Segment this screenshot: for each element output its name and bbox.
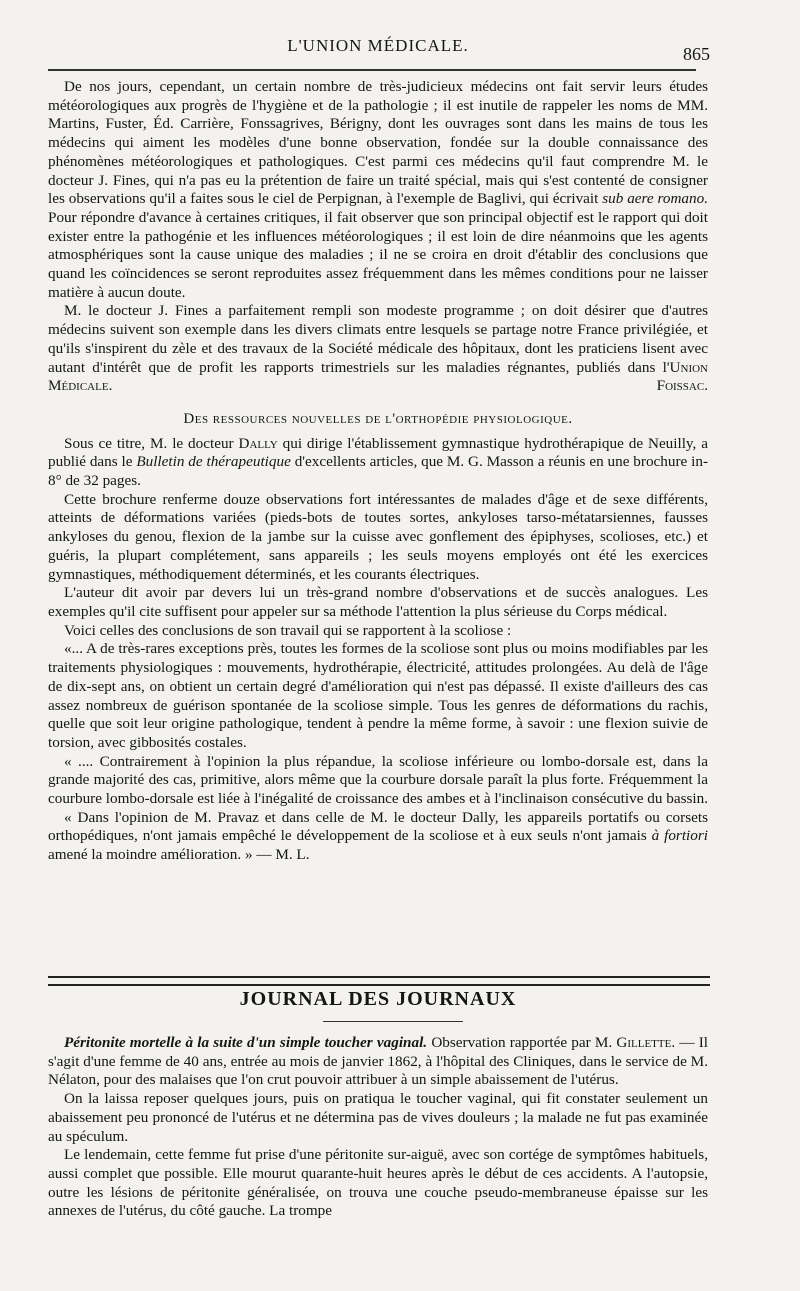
- paragraph-meteorology: De nos jours, cependant, un certain nombre de très-judicieux médecins ont fait servir leurs études météorologiques aux progrès de l'hygiène et de la pathologie ; il est inutile de rappeler les noms de MM. Martins, Fuster, Éd. Carrière, Fonssagrives, Bérigny, dont les ouvrages sont dans les mains de tous les médecins qui aiment les modèles d'une bonne observation, fondée sur la double connaissance des phénomènes météorologiques et pathologiques. C'est parmi ces médecins qu'il faut comprendre M. le docteur J. Fines, qui n'a pas eu la prétention de faire un traité spécial, mais qui s'est contenté de consigner les observations qu'il a faites sous le ciel de Perpignan, à l'exemple de Baglivi, qui écrivait sub aere romano. Pour répondre d'avance à certaines critiques, il fait observer que son principal objectif est le rapport qui doit exister entre la pathogénie et les influences météorologiques ; il est loin de dire néanmoins que les agents atmosphériques sont la cause unique des maladies ; il ne se croira en droit d'établir des conclusions que quand les coïncidences se seront reproduites assez fréquemment dans les mêmes conditions pour ne laisser matière à aucun doute.: [48, 78, 708, 301]
- paragraph-fines: M. le docteur J. Fines a parfaitement rempli son modeste programme ; on doit désirer que d'autres médecins suivent son exemple dans les divers climats entre lesquels se partage notre France privilégiée, et qu'ils s'inspirent du zèle et des travaux de la Société médicale des hôpitaux, dont les praticiens lisent avec autant d'intérêt que de profit les rapports trimestriels sur les maladies régnantes, publiés dans l'Union Médicale. Foissac.: [48, 302, 708, 395]
- paragraph-dally: Sous ce titre, M. le docteur Dally qui dirige l'établissement gymnastique hydrothérapique de Neuilly, a publié dans le Bulletin de thérapeutique d'excellents articles, que M. G. Masson a réunis en une brochure in-8° de 32 pages.: [48, 434, 708, 490]
- quote-scoliosis-2: « .... Contrairement à l'opinion la plus répandue, la scoliose inférieure ou lombo-dorsale est, dans la grande majorité des cas, primitive, alors même que la courbure dorsale paraît la plus forte. Fréquemment la courbure lombo-dorsale est liée à l'inégalité de croissance des ambes et à l'inclinaison consécutive du bassin.: [48, 752, 709, 808]
- header-rule: [48, 69, 696, 71]
- signature-foissac: Foissac.: [656, 377, 708, 395]
- title-underline: [323, 1021, 463, 1022]
- article-paragraph-3: Le lendemain, cette femme fut prise d'une péritonite sur-aiguë, avec son cortége de symptômes habituels, aussi complet que possible. Elle mourut quarante-huit heures après le début de ces accidents. A l'autopsie, outre les lésions de péritonite généralisée, on trouva une couche pseudo-membraneuse épaisse sur les annexes de l'utérus, du côté gauche. La trompe: [48, 1146, 708, 1220]
- article-title: Péritonite mortelle à la suite d'un simple toucher vaginal.: [64, 1034, 428, 1051]
- journal-title: JOURNAL DES JOURNAUX: [239, 988, 517, 1010]
- paragraph-brochure: Cette brochure renferme douze observations fort intéressantes de malades d'âge et de sexe différents, atteints de déformations variées (pieds-bots de toutes sortes, ankyloses tarso-métatarsiennes, fausses ankyloses du genou, flexion de la jambe sur la cuisse avec gonflement des épiphyses, scolioses, etc.) et guéris, la plupart complétement, sans appareils ; les seuls moyens employés ont été les exercices gymnastiques, méthodiquement déterminés, et les courants électriques.: [48, 490, 708, 583]
- paragraph-author: L'auteur dit avoir par devers lui un très-grand nombre d'observations et de succès analogues. Les exemples qu'il cite suffisent pour appeler sur sa méthode l'attention la plus sérieuse du Corps médical.: [48, 584, 708, 620]
- page-number: 865: [683, 44, 710, 64]
- article-paragraph-2: On la laissa reposer quelques jours, puis on pratiqua le toucher vaginal, qui fit constater seulement un abaissement peu prononcé de l'utérus et ne détermina pas de vives douleurs ; la malade ne fut pas examinée au spéculum.: [48, 1090, 708, 1145]
- article-intro: Péritonite mortelle à la suite d'un simple toucher vaginal. Observation rapportée par M. Gillette. — Il s'agit d'une femme de 40 ans, entrée au mois de janvier 1862, à l'hôpital des Cliniques, dans le service de M. Nélaton, pour des malaises que l'on crut pouvoir attribuer à un simple abaissement de l'utérus.: [48, 1034, 709, 1089]
- quote-scoliosis-3: « Dans l'opinion de M. Pravaz et dans celle de M. le docteur Dally, les appareils portatifs ou corsets orthopédiques, n'ont jamais empêché le développement de la scoliose et à eux seuls n'ont jamais à fortiori amené la moindre amélioration. » — M. L.: [48, 808, 708, 864]
- quote-scoliosis-1: «... A de très-rares exceptions près, toutes les formes de la scoliose sont plus ou moins modifiables par les traitements physiologiques : mouvements, hydrothérapie, électricité, attitudes prolongées. Au delà de l'âge de dix-sept ans, on obtient un certain degré d'amélioration qui n'est pas dépassé. Il existe d'ailleurs des cas assez nombreux de guérison spontanée de la scoliose simple. Tous les genres de déformations du rachis, quelle que soit leur origine pathologique, tendent à pendre la même forme, à savoir : une flexion suivie de torsion, avec gibbosités costales.: [48, 640, 708, 751]
- journal-column: [48, 1034, 708, 1221]
- section-double-rule: [48, 976, 710, 986]
- main-column: [48, 78, 708, 865]
- running-title: L'UNION MÉDICALE.: [287, 36, 469, 55]
- paragraph-conclusions: Voici celles des conclusions de son travail qui se rapportent à la scoliose :: [64, 621, 512, 639]
- section-heading: Des ressources nouvelles de l'orthopédie physiologique.: [183, 410, 573, 427]
